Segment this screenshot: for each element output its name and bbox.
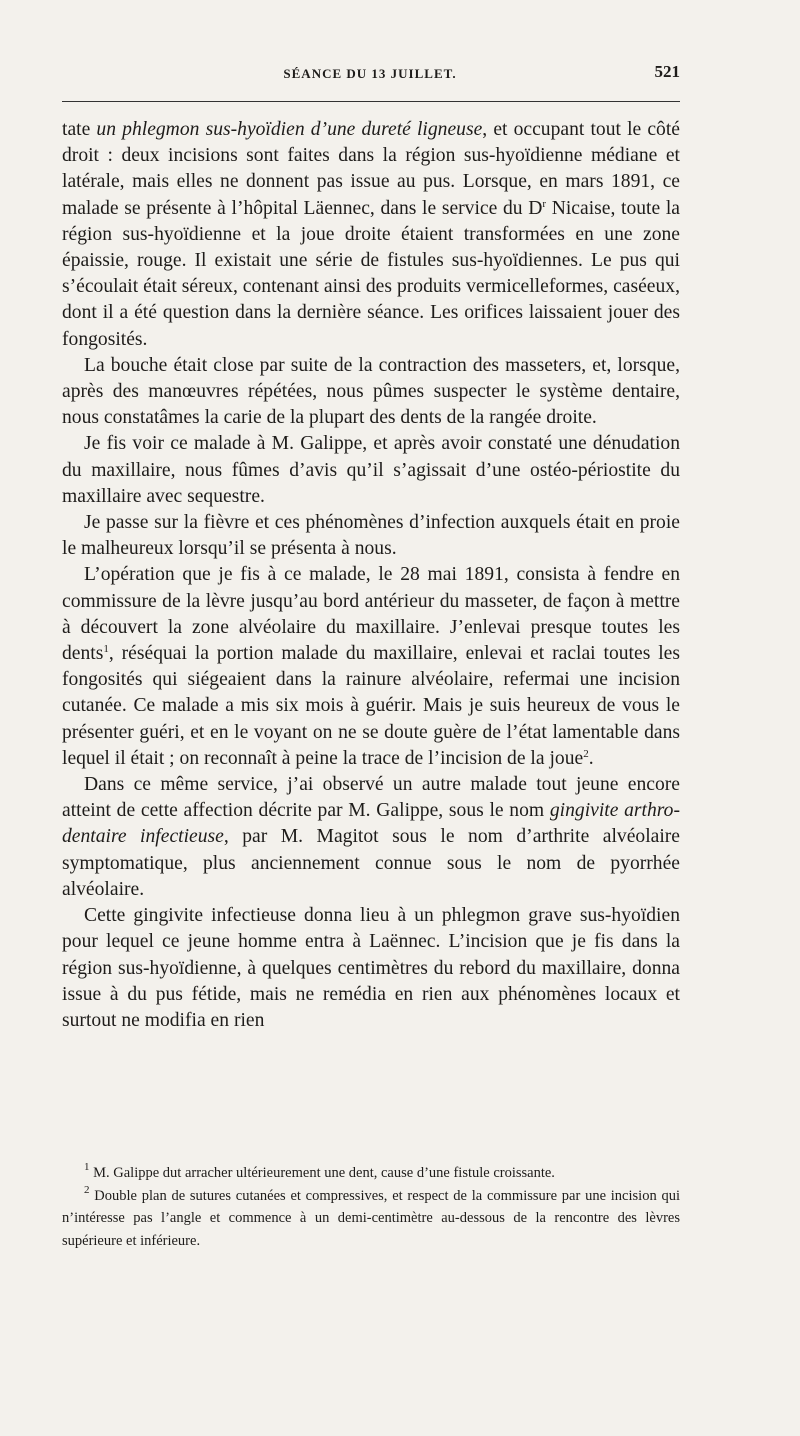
- paragraph: [62, 431, 680, 510]
- text-run: .: [588, 747, 594, 769]
- page-number: 521: [654, 62, 680, 81]
- paragraph: [62, 562, 680, 772]
- text-run: tate: [62, 119, 97, 140]
- superscript: 2: [583, 747, 589, 760]
- footnotes: [62, 1162, 680, 1252]
- text-run: , réséquai la portion malade du maxillaire, enlevai et raclai toutes les fongosités qui siégeaient dans la rainure alvéolaire, refermai une incision cutanée. Ce malade a mis six mois à guérir. Mais je suis heureux de vous le présenter guéri, et en le voyant on ne se doute guère de l’état lamentable dans lequel il était ; on reconnaît à peine la trace de l’incision de la joue: [62, 643, 680, 769]
- footnote-mark: 1: [84, 1161, 90, 1173]
- paragraph: [62, 117, 680, 353]
- italic-text: un phlegmon sus-hyoïdien d’une dureté ligneuse: [96, 119, 483, 140]
- footnote-mark: 2: [84, 1183, 90, 1196]
- header-rule: [62, 101, 680, 102]
- body-text: [62, 117, 680, 1034]
- paragraph: [62, 510, 680, 562]
- footnote-text: M. Galippe dut arracher ultérieurement une dent, cause d’une fistule croissante.: [89, 1165, 555, 1181]
- text-run: Je fis voir ce malade à M. Galippe, et après avoir constaté une dénudation du maxillaire, nous fûmes d’avis qu’il s’agissait d’une ostéo-périostite du maxillaire avec sequestre.: [62, 433, 680, 507]
- paragraph: [62, 903, 680, 1034]
- text-run: Nicaise, toute la région sus-hyoïdienne et la joue droite étaient transformées en une zone épaissie, rouge. Il existait une série de fistules sus-hyoïdiennes. Le pus qui s’écoulait était séreux, contenant ainsi des produits vermicelleformes, caséeux, dont il a été question dans la dernière séance. Les orifices laissaient jouer des fongosités.: [62, 197, 680, 350]
- text-run: , par M. Magitot sous le nom d’arthrite alvéolaire symptomatique, plus anciennement connue sous le nom de pyorrhée alvéolaire.: [62, 826, 680, 900]
- footnote-text: Double plan de sutures cutanées et compressives, et respect de la commissure par une incision qui n’intéresse pas l’angle et commence à un demi-centimètre au-dessous de la rencontre des lèvres supérieure et inférieure.: [62, 1187, 680, 1249]
- italic-text: gingivite arthro-dentaire infectieuse: [62, 800, 681, 848]
- text-run: L’opération que je fis à ce malade, le 28 mai 1891, consista à fendre en commissure de la lèvre jusqu’au bord antérieur du masseter, de façon à mettre à découvert la zone alvéolaire du maxillaire. J’enlevai presque toutes les dents: [62, 564, 680, 665]
- text-run: Je passe sur la fièvre et ces phénomènes d’infection auxquels était en proie le malheureux lorsqu’il se présenta à nous.: [62, 512, 680, 560]
- page-header: [60, 62, 680, 88]
- text-run: Cette gingivite infectieuse donna lieu à un phlegmon grave sus-hyoïdien pour lequel ce jeune homme entra à Laënnec. L’incision que je fis dans la région sus-hyoïdienne, à quelques centimètres du rebord du maxillaire, donna issue à du pus fétide, mais ne remédia en rien aux phénomènes locaux et surtout ne modifia en rien: [62, 905, 680, 1031]
- footnote: [62, 1185, 680, 1253]
- superscript: 1: [103, 643, 109, 656]
- paragraph: [62, 772, 680, 903]
- text-run: , et occupant tout le côté droit : deux incisions sont faites dans la région sus-hyoïdienne médiane et latérale, mais elles ne donnent pas issue au pus. Lorsque, en mars 1891, ce malade se présente à l’hôpital Läennec, dans le service du D: [62, 119, 680, 219]
- text-run: La bouche était close par suite de la contraction des masseters, et, lorsque, après des manœuvres répétées, nous pûmes suspecter le système dentaire, nous constatâmes la carie de la plupart des dents de la rangée droite.: [62, 354, 680, 429]
- footnote: [62, 1162, 680, 1185]
- superscript: r: [542, 197, 547, 210]
- running-head: SÉANCE DU 13 JUILLET.: [283, 66, 457, 81]
- text-run: Dans ce même service, j’ai observé un autre malade tout jeune encore atteint de cette affection décrite par M. Galippe, sous le nom: [62, 774, 680, 822]
- paragraph: [62, 353, 680, 432]
